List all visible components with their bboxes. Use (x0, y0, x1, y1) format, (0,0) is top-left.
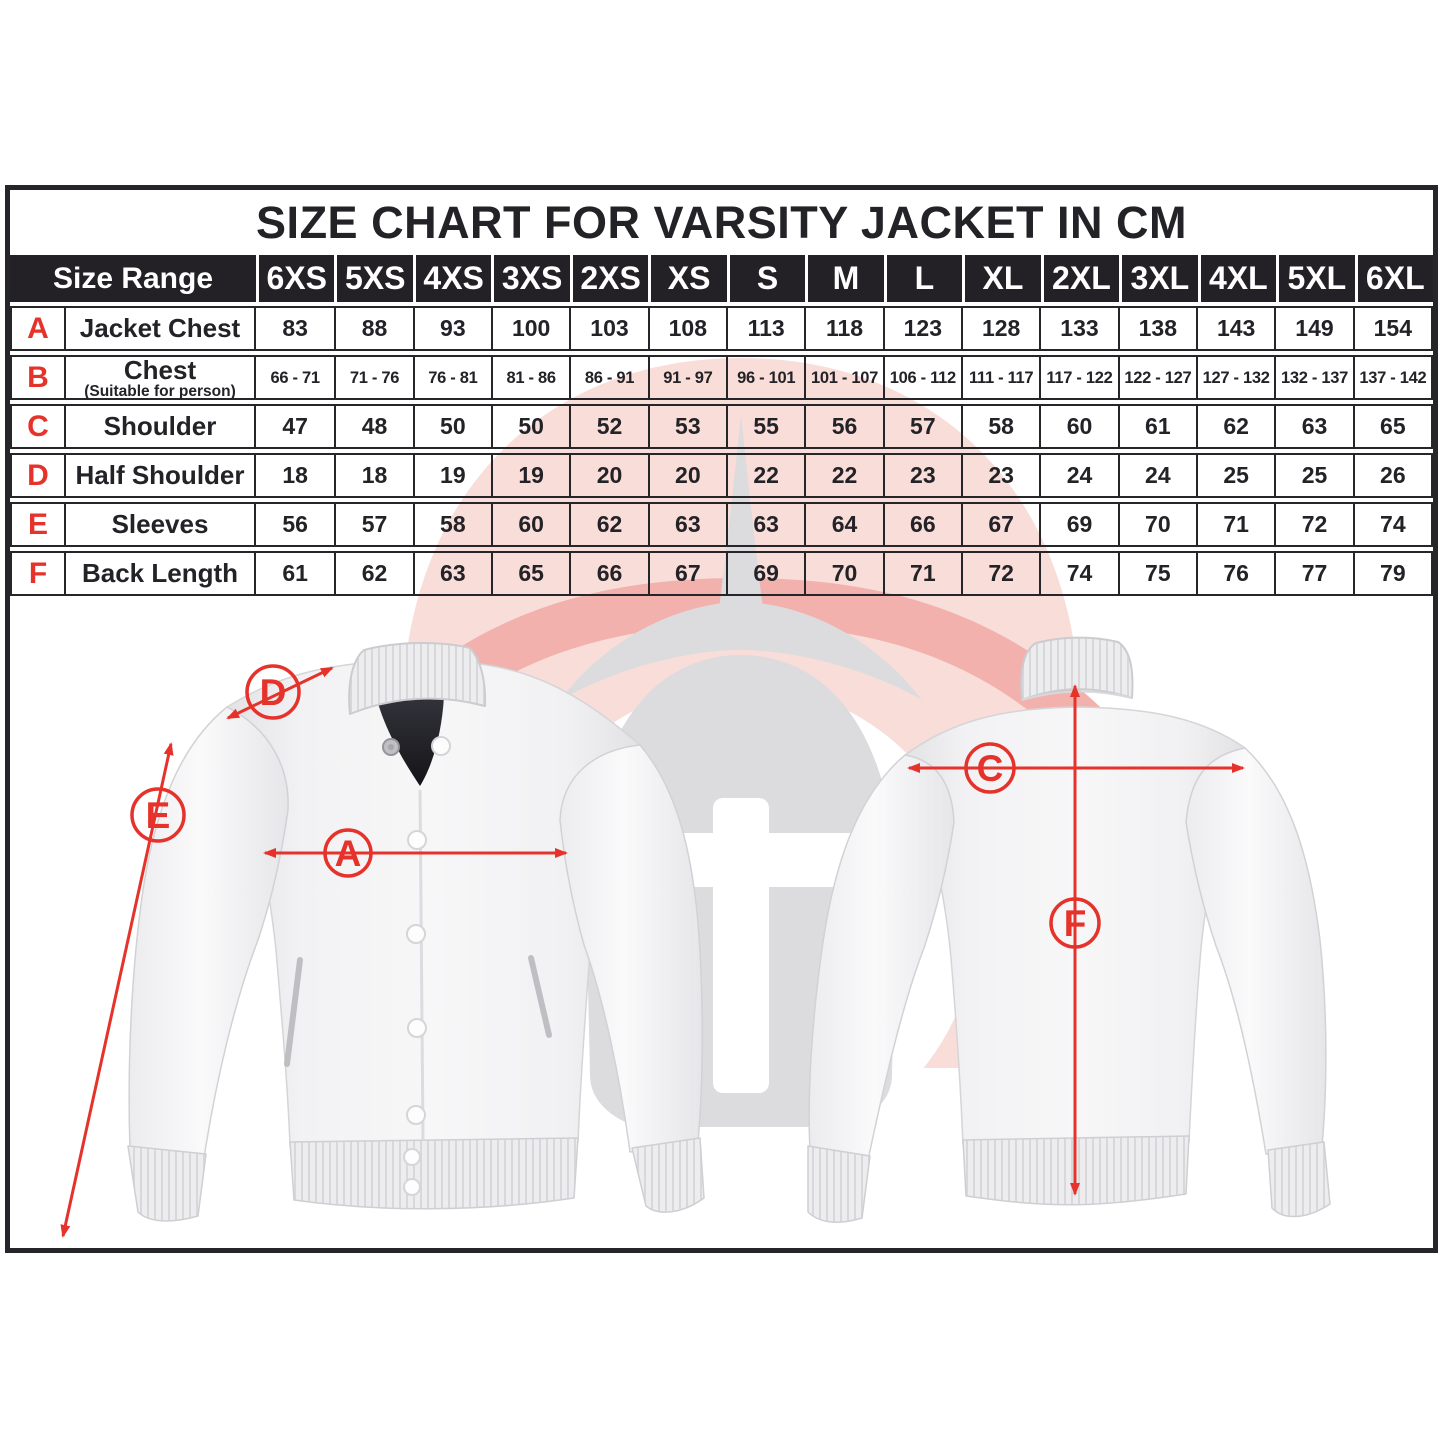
size-value: 137 - 142 (1353, 357, 1431, 399)
size-col-header-xl: XL (962, 255, 1040, 302)
size-col-header-m: M (805, 255, 883, 302)
chart-frame (5, 185, 1438, 1253)
size-range-header: Size Range (10, 255, 256, 302)
size-col-header-xs: XS (648, 255, 726, 302)
row-letter: A (12, 308, 66, 349)
size-value: 20 (648, 455, 726, 496)
size-col-header-s: S (727, 255, 805, 302)
size-value: 88 (334, 308, 412, 349)
size-value: 22 (804, 455, 882, 496)
size-value: 65 (491, 553, 569, 594)
size-value: 48 (334, 406, 412, 447)
size-value: 19 (413, 455, 491, 496)
size-value: 62 (334, 553, 412, 594)
table-body (10, 306, 1433, 596)
measure-row-f (10, 551, 1433, 596)
size-value: 76 - 81 (413, 357, 491, 399)
size-value: 63 (648, 504, 726, 545)
size-value: 20 (569, 455, 647, 496)
size-value: 67 (961, 504, 1039, 545)
size-value: 61 (1118, 406, 1196, 447)
row-label: Shoulder (66, 406, 256, 447)
size-value: 23 (883, 455, 961, 496)
size-value: 52 (569, 406, 647, 447)
size-value: 132 - 137 (1274, 357, 1352, 399)
size-value: 118 (804, 308, 882, 349)
size-value: 18 (282, 462, 308, 488)
size-value: 143 (1196, 308, 1274, 349)
label-a: A (334, 833, 362, 874)
row-label: Back Length (66, 553, 256, 594)
size-value: 75 (1118, 553, 1196, 594)
label-e: E (145, 795, 171, 836)
size-value: 61 (282, 560, 308, 586)
size-value: 71 (1196, 504, 1274, 545)
size-col-header-3xs: 3XS (491, 255, 569, 302)
size-value: 74 (1353, 504, 1431, 545)
label-d: D (259, 672, 287, 713)
size-value: 79 (1353, 553, 1431, 594)
size-value: 70 (804, 553, 882, 594)
size-value: 67 (648, 553, 726, 594)
size-value: 60 (491, 504, 569, 545)
row-label: Sleeves (66, 504, 256, 545)
size-value: 50 (413, 406, 491, 447)
label-f: F (1063, 903, 1087, 944)
size-value: 91 - 97 (648, 357, 726, 399)
size-value: 138 (1118, 308, 1196, 349)
size-value: 101 - 107 (804, 357, 882, 399)
size-value: 71 (883, 553, 961, 594)
size-value: 103 (569, 308, 647, 349)
size-value: 55 (726, 406, 804, 447)
measure-row-b (10, 355, 1433, 400)
size-value: 60 (1039, 406, 1117, 447)
row-label: Half Shoulder (66, 455, 256, 496)
size-col-header-2xs: 2XS (570, 255, 648, 302)
size-value: 58 (961, 406, 1039, 447)
size-value: 24 (1118, 455, 1196, 496)
size-value: 65 (1353, 406, 1431, 447)
size-value: 62 (569, 504, 647, 545)
size-value: 47 (282, 413, 308, 439)
size-value: 108 (648, 308, 726, 349)
size-value: 77 (1274, 553, 1352, 594)
size-value: 66 - 71 (270, 368, 320, 387)
size-value: 64 (804, 504, 882, 545)
row-letter: E (12, 504, 66, 545)
size-value: 111 - 117 (961, 357, 1039, 399)
size-value: 122 - 127 (1118, 357, 1196, 399)
size-value: 25 (1196, 455, 1274, 496)
size-value: 24 (1039, 455, 1117, 496)
size-value: 106 - 112 (883, 357, 961, 399)
size-value: 50 (491, 406, 569, 447)
measure-row-e (10, 502, 1433, 547)
size-value: 23 (961, 455, 1039, 496)
size-col-header-6xs: 6XS (256, 255, 334, 302)
size-value: 76 (1196, 553, 1274, 594)
measure-row-c (10, 404, 1433, 449)
row-letter: B (12, 357, 66, 399)
size-value: 57 (334, 504, 412, 545)
size-value: 83 (282, 315, 308, 341)
size-value: 100 (491, 308, 569, 349)
row-label: Jacket Chest (66, 308, 256, 349)
size-col-header-4xs: 4XS (413, 255, 491, 302)
size-value: 128 (961, 308, 1039, 349)
size-value: 56 (282, 511, 308, 537)
size-value: 63 (726, 504, 804, 545)
size-value: 53 (648, 406, 726, 447)
size-value: 22 (726, 455, 804, 496)
size-value: 19 (491, 455, 569, 496)
size-value: 25 (1274, 455, 1352, 496)
size-value: 86 - 91 (569, 357, 647, 399)
size-value: 56 (804, 406, 882, 447)
label-c: C (976, 748, 1004, 789)
size-value: 127 - 132 (1196, 357, 1274, 399)
size-value: 74 (1039, 553, 1117, 594)
size-value: 69 (1039, 504, 1117, 545)
size-col-header-5xl: 5XL (1276, 255, 1354, 302)
size-col-header-6xl: 6XL (1355, 255, 1433, 302)
size-value: 63 (413, 553, 491, 594)
size-value: 58 (413, 504, 491, 545)
size-col-header-5xs: 5XS (334, 255, 412, 302)
size-value: 117 - 122 (1039, 357, 1117, 399)
size-value: 18 (334, 455, 412, 496)
measure-row-d (10, 453, 1433, 498)
size-col-header-2xl: 2XL (1041, 255, 1119, 302)
size-value: 113 (726, 308, 804, 349)
size-value: 66 (569, 553, 647, 594)
size-value: 71 - 76 (334, 357, 412, 399)
size-value: 72 (1274, 504, 1352, 545)
size-value: 96 - 101 (726, 357, 804, 399)
size-col-header-l: L (884, 255, 962, 302)
size-col-header-4xl: 4XL (1198, 255, 1276, 302)
row-letter: D (12, 455, 66, 496)
size-value: 57 (883, 406, 961, 447)
size-value: 81 - 86 (491, 357, 569, 399)
size-value: 133 (1039, 308, 1117, 349)
size-value: 66 (883, 504, 961, 545)
row-letter: C (12, 406, 66, 447)
size-header-row (10, 255, 1433, 302)
size-value: 70 (1118, 504, 1196, 545)
size-value: 154 (1353, 308, 1431, 349)
size-value: 26 (1353, 455, 1431, 496)
size-value: 123 (883, 308, 961, 349)
row-label: Chest (Suitable for person) (66, 357, 256, 399)
row-letter: F (12, 553, 66, 594)
size-value: 69 (726, 553, 804, 594)
size-value: 93 (413, 308, 491, 349)
size-value: 72 (961, 553, 1039, 594)
page-title: SIZE CHART FOR VARSITY JACKET IN CM (256, 196, 1187, 248)
measure-row-a (10, 306, 1433, 351)
size-value: 63 (1274, 406, 1352, 447)
size-col-header-3xl: 3XL (1119, 255, 1197, 302)
size-value: 62 (1196, 406, 1274, 447)
size-value: 149 (1274, 308, 1352, 349)
